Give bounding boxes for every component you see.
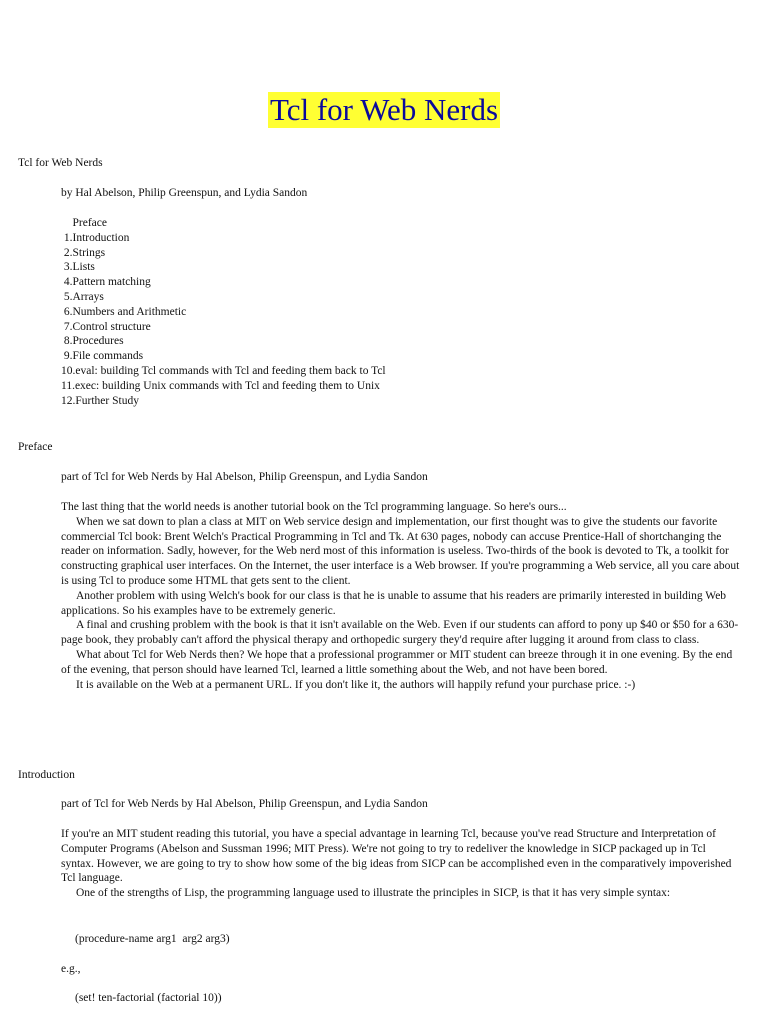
toc-item-introduction[interactable]: 1.Introduction [61, 231, 130, 244]
toc-item-pattern-matching[interactable]: 4.Pattern matching [61, 276, 151, 289]
document-title: Tcl for Web Nerds [269, 92, 499, 127]
preface-paragraph: What about Tcl for Web Nerds then? We hope that a professional programmer or MIT student can breeze through it in one evening. By the end of the evening, that person should have learned Tcl, learned a little something about the Web, and not have been bored. [61, 648, 733, 676]
preface-paragraph: When we sat down to plan a class at MIT on Web service design and implementation, our first thought was to give the students our favorite commercial Tcl book: Brent Welch's Practical Programming in Tcl and Tk. At 630 pages, nobody can accuse Prentice-Hall of shortchanging the reader on information. Sadly, however, for the Web nerd most of this information is useless. Two-thirds of the book is devoted to Tk, a toolkit for constructing graphical user interfaces. On the Internet, the user interface is a Web browser. If you're programming a Web service, all you care about is using Tcl to produce some HTML that gets sent to the client. [61, 515, 740, 587]
toc-item-preface[interactable]: Preface [61, 217, 107, 229]
toc-item-eval[interactable]: 10.eval: building Tcl commands with Tcl and feeding them back to Tcl [61, 364, 386, 377]
preface-paragraph: A final and crushing problem with the book is that it isn't available on the Web. Even if our students can afford to pony up $40 or $50 for a 630-page book, they probably can't afford the physical therapy and orthopedic surgery they'd require after lugging it around from class to class. [61, 619, 739, 647]
eg-label: e.g., [61, 963, 81, 975]
introduction-paragraph: If you're an MIT student reading this tutorial, you have a special advantage in learning Tcl, because you've read Structure and Interpretation of Computer Programs (Abelson and Sussman 1996; MIT Press). We're not going to try to redeliver the knowledge in SICP packaged up in Tcl syntax. However, we are going to try to show how some of the big ideas from SICP can be accomplished even in the comparatively impoverished Tcl language. [61, 828, 732, 885]
introduction-paragraph: One of the strengths of Lisp, the programming language used to illustrate the principles in SICP, is that it has very simple syntax: [76, 887, 671, 900]
table-of-contents [61, 216, 386, 408]
toc-item-further-study[interactable]: 12.Further Study [61, 394, 139, 407]
toc-item-strings[interactable]: 2.Strings [61, 246, 106, 259]
introduction-body [61, 827, 741, 901]
toc-item-exec[interactable]: 11.exec: building Unix commands with Tcl and feeding them to Unix [61, 379, 380, 392]
toc-item-numbers[interactable]: 6.Numbers and Arithmetic [61, 305, 187, 318]
header-heading: Tcl for Web Nerds [18, 157, 103, 169]
title-block [0, 92, 768, 128]
introduction-heading: Introduction [18, 769, 75, 781]
preface-part-of: part of Tcl for Web Nerds by Hal Abelson, Philip Greenspun, and Lydia Sandon [61, 471, 428, 483]
preface-paragraph: It is available on the Web at a permanent URL. If you don't like it, the authors will happily refund your purchase price. :-) [76, 678, 636, 691]
toc-item-file-commands[interactable]: 9.File commands [61, 350, 144, 363]
toc-item-procedures[interactable]: 8.Procedures [61, 335, 124, 348]
toc-item-control-structure[interactable]: 7.Control structure [61, 320, 151, 333]
preface-paragraph: Another problem with using Welch's book for our class is that he is unable to assume that his readers are primarily interested in building Web applications. So his examples have to be extremely generic. [61, 589, 727, 617]
preface-body [61, 500, 741, 692]
preface-heading: Preface [18, 441, 53, 453]
header-byline: by Hal Abelson, Philip Greenspun, and Lydia Sandon [61, 187, 308, 199]
toc-item-lists[interactable]: 3.Lists [61, 261, 95, 274]
preface-paragraph: The last thing that the world needs is another tutorial book on the Tcl programming language. So here's ours... [61, 501, 567, 513]
toc-item-arrays[interactable]: 5.Arrays [61, 290, 104, 303]
code-example-2: (set! ten-factorial (factorial 10)) [75, 992, 222, 1004]
code-example-1: (procedure-name arg1 arg2 arg3) [75, 933, 230, 945]
introduction-part-of: part of Tcl for Web Nerds by Hal Abelson, Philip Greenspun, and Lydia Sandon [61, 798, 428, 810]
